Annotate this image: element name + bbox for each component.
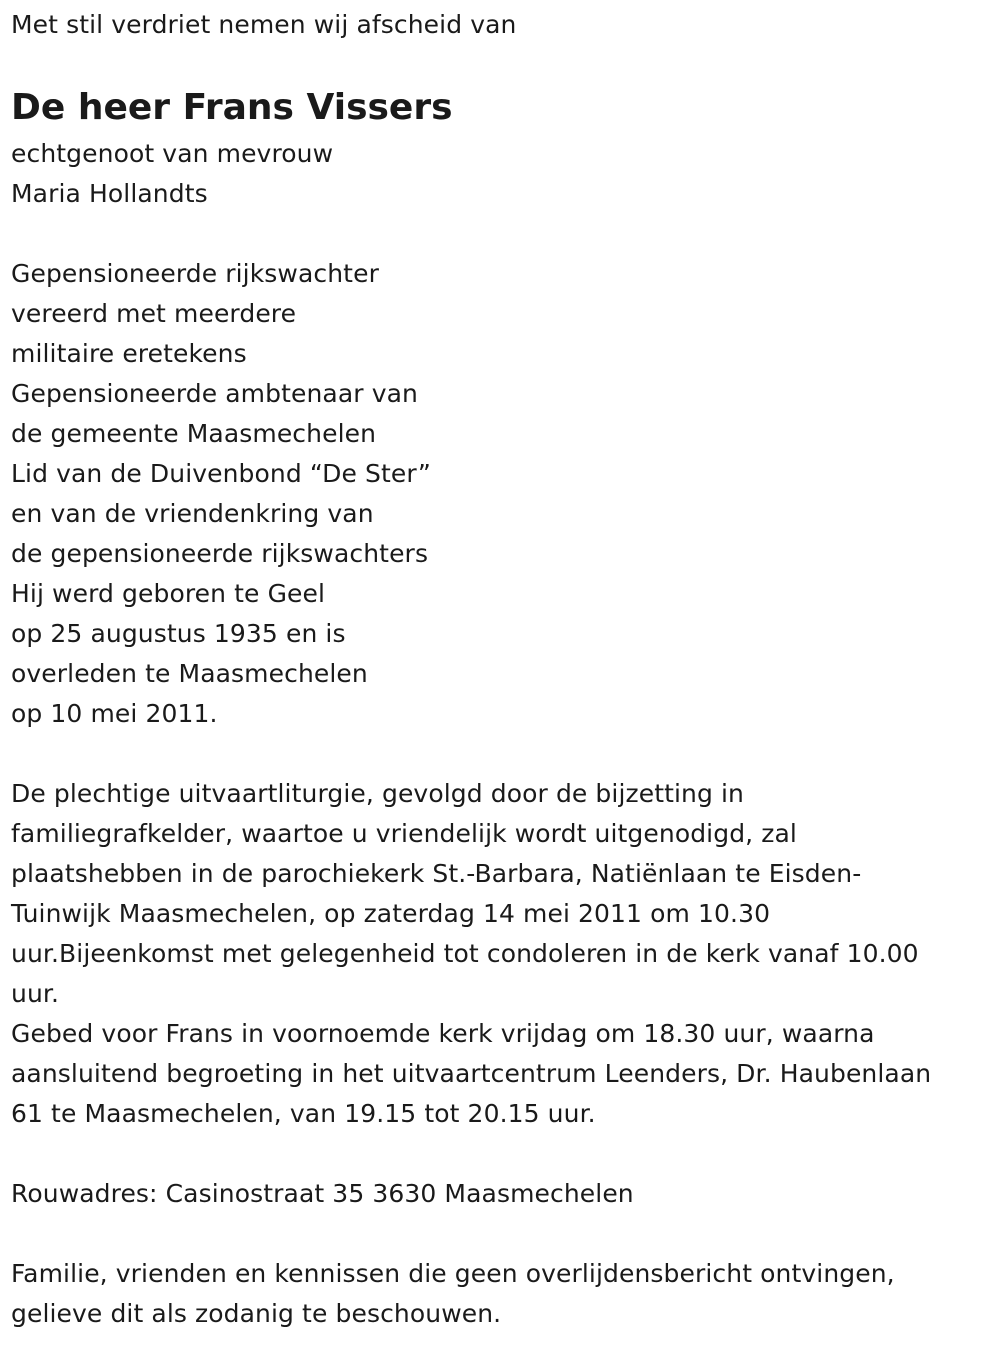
closing-line: gelieve dit als zodanig te beschouwen. — [11, 1299, 502, 1328]
biography-line: en van de vriendenkring van — [11, 499, 374, 528]
biography-line: op 10 mei 2011. — [11, 699, 218, 728]
obituary-notice — [11, 8, 996, 1334]
biography-line: de gemeente Maasmechelen — [11, 419, 377, 448]
funeral-line: 61 te Maasmechelen, van 19.15 tot 20.15 uur. — [11, 1099, 596, 1128]
funeral-line: uur.Bijeenkomst met gelegenheid tot condoleren in de kerk vanaf 10.00 — [11, 939, 919, 968]
funeral-line: De plechtige uitvaartliturgie, gevolgd door de bijzetting in — [11, 779, 745, 808]
biography-line: op 25 augustus 1935 en is — [11, 619, 346, 648]
paragraph-gap — [11, 1134, 996, 1174]
funeral-line: aansluitend begroeting in het uitvaartcentrum Leenders, Dr. Haubenlaan — [11, 1059, 932, 1088]
spouse-line: Maria Hollandts — [11, 179, 208, 208]
biography-line: militaire eretekens — [11, 339, 247, 368]
biography-line: Hij werd geboren te Geel — [11, 579, 326, 608]
paragraph-gap — [11, 734, 996, 774]
spouse-line: echtgenoot van mevrouw — [11, 139, 334, 168]
biography-line: Lid van de Duivenbond “De Ster” — [11, 459, 431, 488]
funeral-line: uur. — [11, 979, 60, 1008]
deceased-name: De heer Frans Vissers — [11, 87, 453, 128]
biography-line: Gepensioneerde rijkswachter — [11, 259, 379, 288]
spouse-block — [11, 134, 996, 214]
paragraph-gap — [11, 214, 996, 254]
intro-text: Met stil verdriet nemen wij afscheid van — [11, 10, 517, 39]
funeral-line: familiegrafkelder, waartoe u vriendelijk wordt uitgenodigd, zal — [11, 819, 797, 848]
paragraph-gap — [11, 1214, 996, 1254]
funeral-line: plaatshebben in de parochiekerk St.-Barbara, Natiënlaan te Eisden- — [11, 859, 862, 888]
biography-block — [11, 254, 996, 734]
biography-line: Gepensioneerde ambtenaar van — [11, 379, 418, 408]
biography-line: vereerd met meerdere — [11, 299, 297, 328]
closing-block — [11, 1254, 996, 1334]
funeral-line: Tuinwijk Maasmechelen, op zaterdag 14 mei 2011 om 10.30 — [11, 899, 771, 928]
biography-line: de gepensioneerde rijkswachters — [11, 539, 429, 568]
mourning-address: Rouwadres: Casinostraat 35 3630 Maasmechelen — [11, 1179, 634, 1208]
biography-line: overleden te Maasmechelen — [11, 659, 368, 688]
funeral-details-block — [11, 774, 996, 1134]
closing-line: Familie, vrienden en kennissen die geen overlijdensbericht ontvingen, — [11, 1259, 895, 1288]
funeral-line: Gebed voor Frans in voornoemde kerk vrijdag om 18.30 uur, waarna — [11, 1019, 875, 1048]
